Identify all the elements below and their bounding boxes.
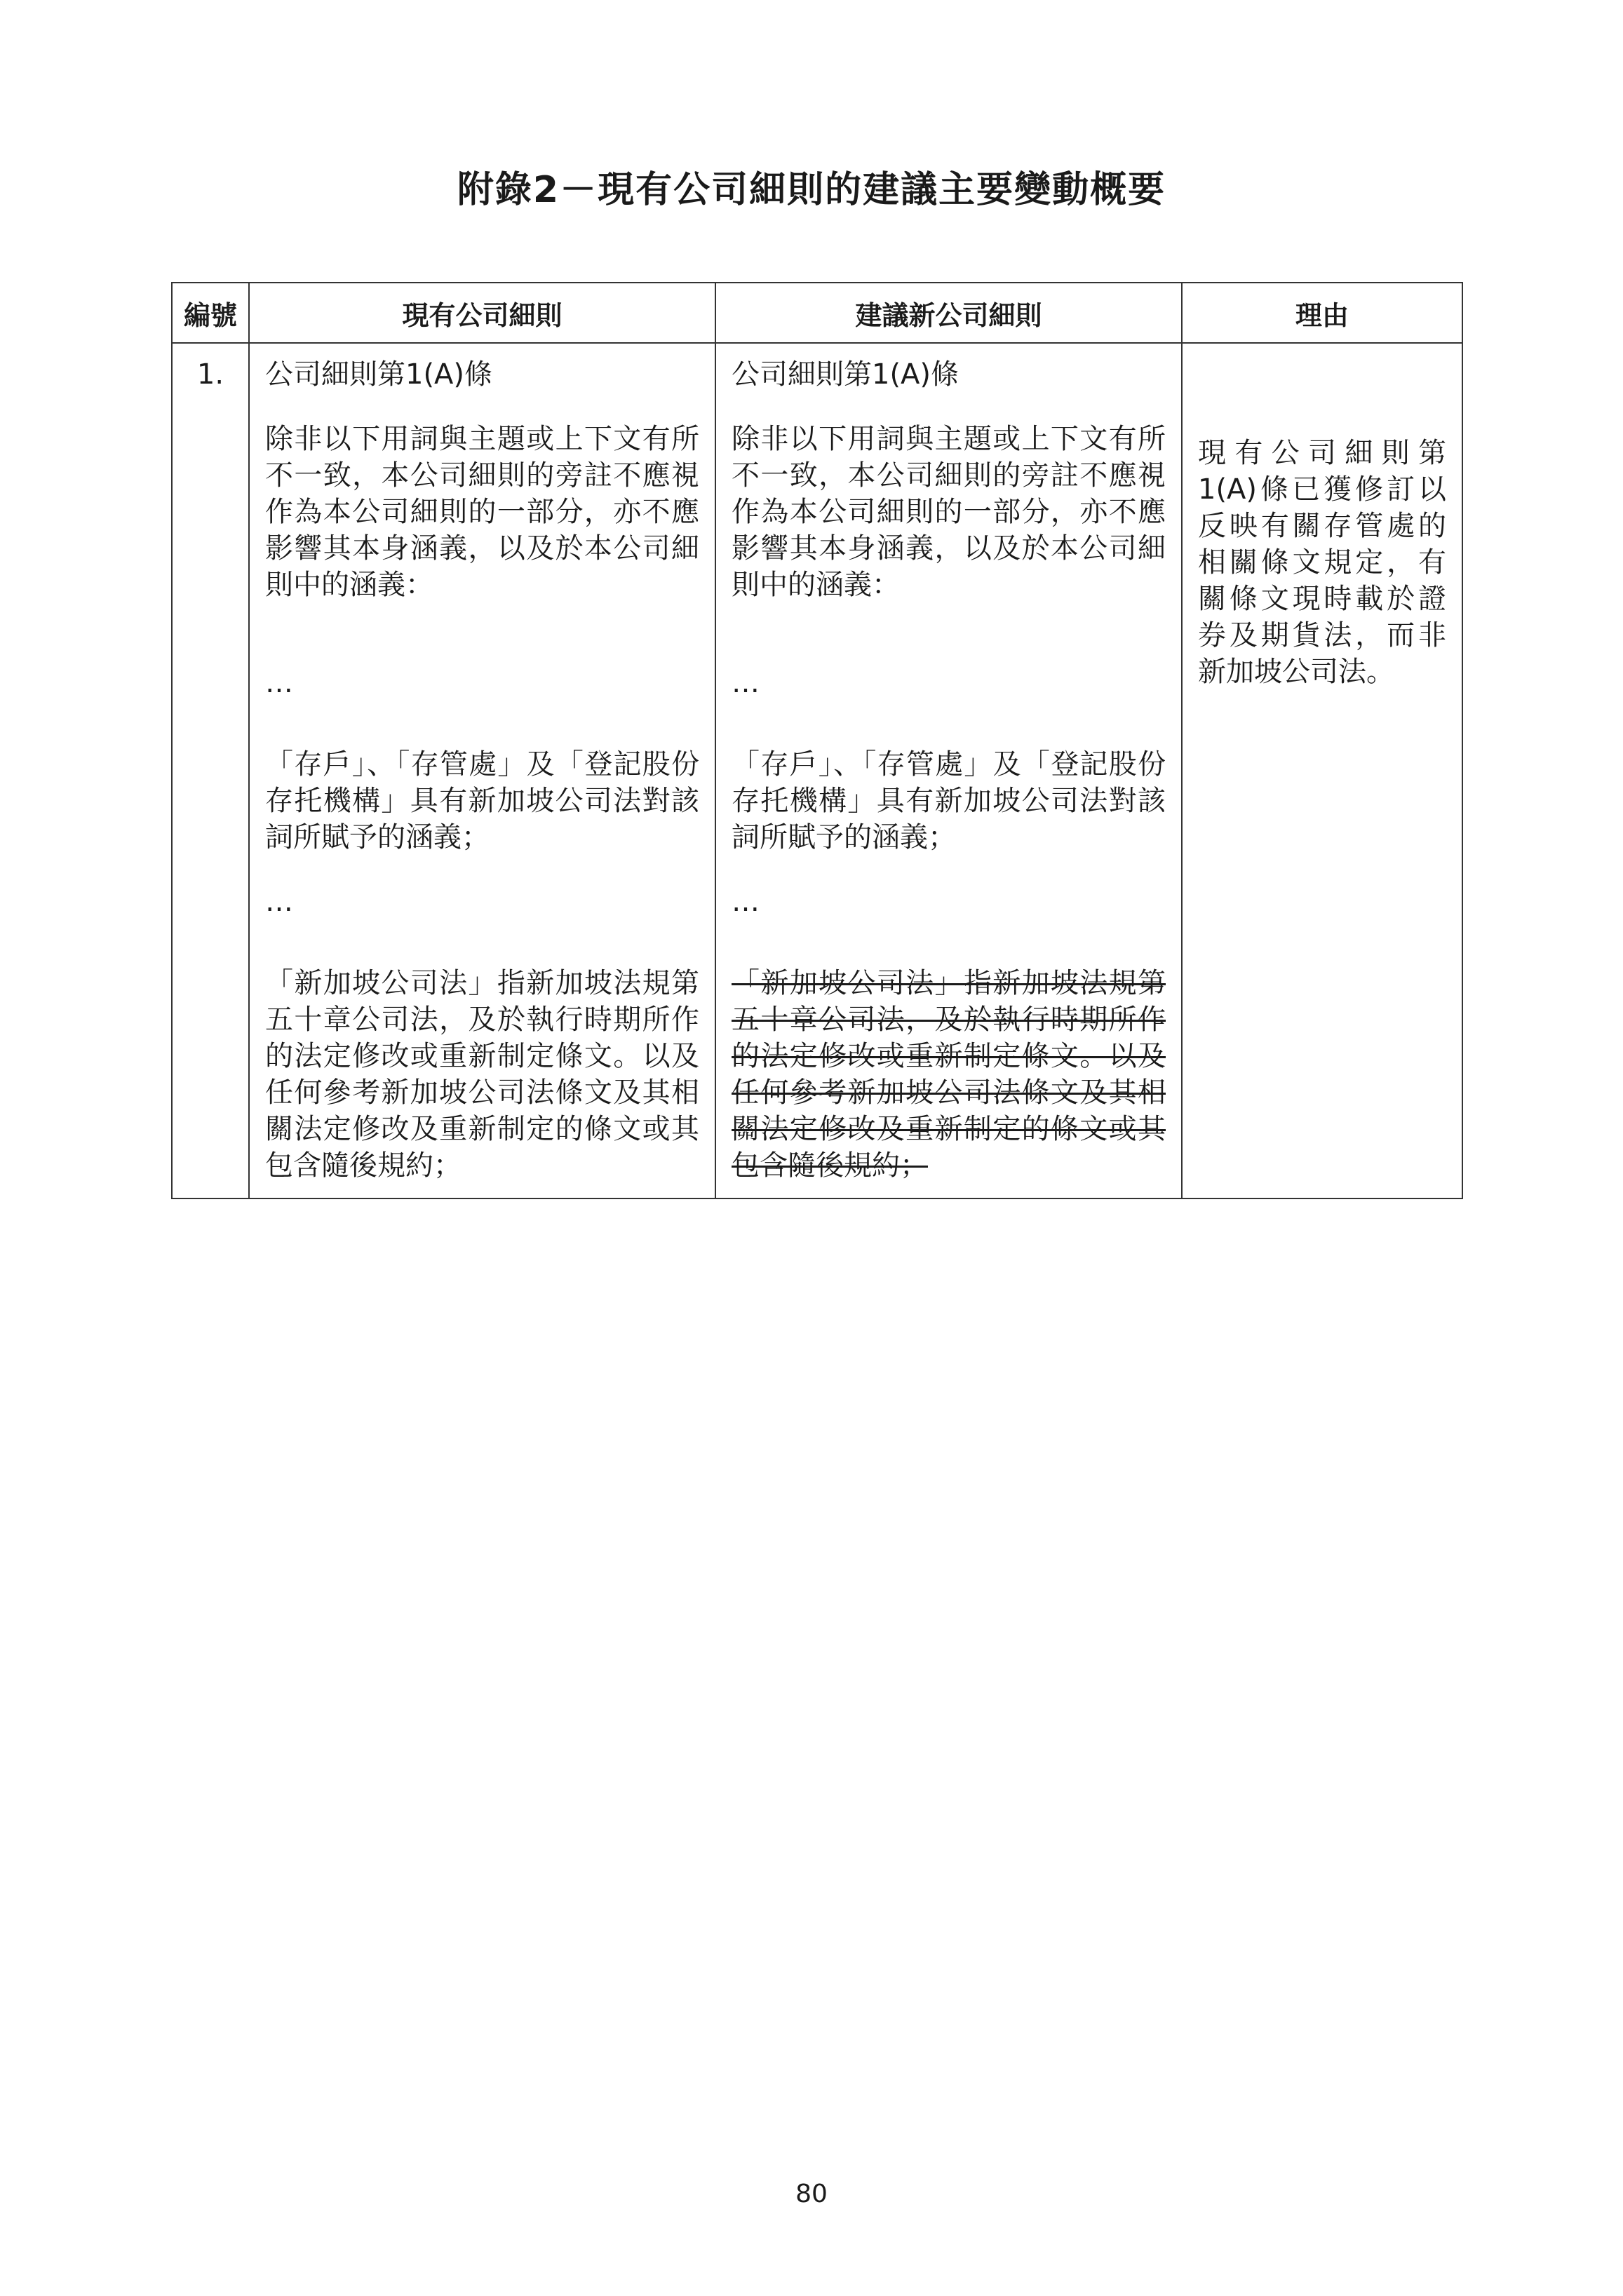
table-header-row [172, 283, 1462, 343]
page-title: 附錄2－現有公司細則的建議主要變動概要 [457, 169, 1166, 211]
existing-para-interpretation: 除非以下用詞與主題或上下文有所不一致，本公司細則的旁註不應視作為本公司細則的一部分，亦不應影響其本身涵義，以及於本公司細則中的涵義： [265, 423, 699, 601]
existing-heading: 公司細則第1(A)條 [265, 358, 493, 391]
existing-ellipsis-1: … [265, 667, 293, 699]
page-number: 80 [795, 2180, 828, 2208]
proposed-para-companies-act-deleted: 「新加坡公司法」指新加坡法規第五十章公司法，及於執行時期所作的法定修改或重新制定條文。以及任何參考新加坡公司法條文及其相關法定修改及重新制定的條文或其包含隨後規約； [732, 967, 1166, 1182]
proposed-ellipsis-2: … [732, 886, 760, 918]
reason-text: 現有公司細則第1(A)條已獲修訂以反映有關存管處的相關條文規定，有關條文現時載於證券及期貨法，而非新加坡公司法。 [1198, 437, 1446, 688]
header-proposed-bye-laws: 建議新公司細則 [715, 283, 1182, 343]
header-reason: 理由 [1182, 283, 1462, 343]
existing-para-depositor: 「存戶」、「存管處」及「登記股份存托機構」具有新加坡公司法對該詞所賦予的涵義； [265, 748, 699, 853]
proposed-bye-law-cell [715, 343, 1182, 1198]
proposed-ellipsis-1: … [732, 667, 760, 699]
header-number: 編號 [172, 283, 249, 343]
existing-ellipsis-2: … [265, 886, 293, 918]
reason-cell [1182, 343, 1462, 1198]
proposed-para-interpretation: 除非以下用詞與主題或上下文有所不一致，本公司細則的旁註不應視作為本公司細則的一部分，亦不應影響其本身涵義，以及於本公司細則中的涵義： [732, 423, 1166, 601]
existing-para-companies-act: 「新加坡公司法」指新加坡法規第五十章公司法，及於執行時期所作的法定修改或重新制定條文。以及任何參考新加坡公司法條文及其相關法定修改及重新制定的條文或其包含隨後規約； [265, 967, 699, 1182]
header-existing-bye-laws: 現有公司細則 [249, 283, 715, 343]
amendments-table [171, 282, 1463, 1199]
proposed-heading: 公司細則第1(A)條 [732, 358, 959, 391]
proposed-para-depositor: 「存戶」、「存管處」及「登記股份存托機構」具有新加坡公司法對該詞所賦予的涵義； [732, 748, 1166, 853]
row-number: 1. [172, 343, 249, 1198]
table-row [172, 343, 1462, 1198]
existing-bye-law-cell [249, 343, 715, 1198]
